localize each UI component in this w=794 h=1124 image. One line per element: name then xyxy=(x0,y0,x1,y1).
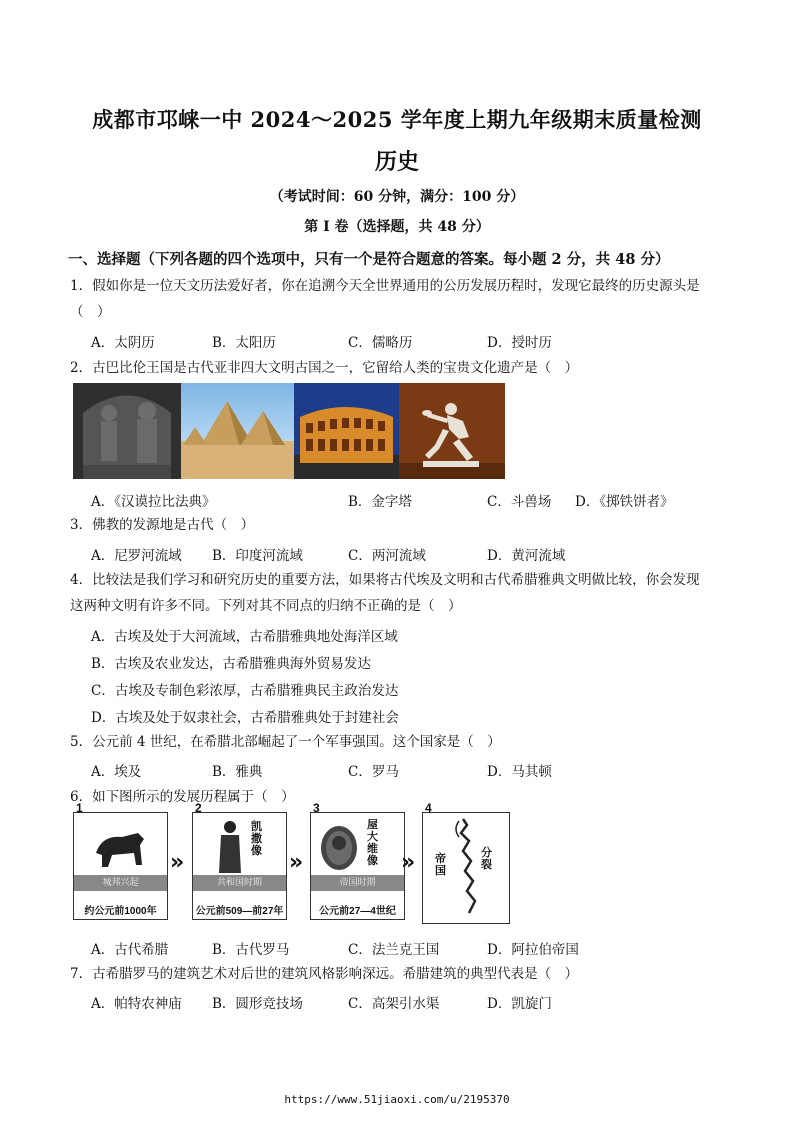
q2-option-b: B．金字塔 xyxy=(348,494,412,510)
panel-left-label: 帝国 xyxy=(435,853,446,877)
caesar-statue-icon xyxy=(215,819,245,875)
question-4-stem-cont: 这两种文明有许多不同。下列对其不同点的归纳不正确的是（ ） xyxy=(70,598,462,614)
question-5-stem: 5．公元前 4 世纪，在希腊北部崛起了一个军事强国。这个国家是（ ） xyxy=(70,734,501,750)
q5-option-d: D．马其顿 xyxy=(487,764,552,780)
pyramids-image xyxy=(181,383,294,479)
octavian-coin-icon xyxy=(319,823,359,873)
panel-caption: 公元前27—4世纪 xyxy=(319,906,396,917)
panel-band: 城邦兴起 xyxy=(74,875,167,891)
q7-option-a: A．帕特农神庙 xyxy=(91,996,182,1012)
chevron-right-icon: » xyxy=(401,850,416,875)
timeline-panel-2 xyxy=(192,801,287,920)
q4-option-a: A．古埃及处于大河流域，古希腊雅典地处海洋区域 xyxy=(91,629,398,645)
question-7-stem: 7．古希腊罗马的建筑艺术对后世的建筑风格影响深远。希腊建筑的典型代表是（ ） xyxy=(70,966,579,982)
q6-option-b: B．古代罗马 xyxy=(212,942,290,958)
panel-number: 4 xyxy=(425,801,432,815)
q7-option-d: D．凯旋门 xyxy=(487,996,552,1012)
split-map-icon xyxy=(449,817,483,917)
q2-option-c: C．斗兽场 xyxy=(487,494,552,510)
q4-option-b: B．古埃及农业发达，古希腊雅典海外贸易发达 xyxy=(91,656,371,672)
q4-option-c: C．古埃及专制色彩浓厚，古希腊雅典民主政治发达 xyxy=(91,683,399,699)
timeline-panel-1 xyxy=(73,801,168,920)
q1-option-d: D．授时历 xyxy=(487,335,552,351)
panel-vertical-label: 凯撒像 xyxy=(251,821,262,857)
question-3-stem: 3．佛教的发源地是古代（ ） xyxy=(70,517,255,533)
q5-option-b: B．雅典 xyxy=(212,764,263,780)
exam-info: （考试时间：60 分钟，满分：100 分） xyxy=(269,189,525,205)
part-title: 第 I 卷（选择题，共 48 分） xyxy=(304,219,490,235)
q7-option-c: C．高架引水渠 xyxy=(348,996,440,1012)
she-wolf-icon xyxy=(92,825,150,873)
question-1-stem: 1．假如你是一位天文历法爱好者，你在追溯今天全世界通用的公历发展历程时，发现它最终的历史源头是 xyxy=(70,278,700,294)
timeline-panel-3 xyxy=(310,801,405,920)
question-4-stem: 4．比较法是我们学习和研究历史的重要方法，如果将古代埃及文明和古代希腊雅典文明做比较，你会发现 xyxy=(70,572,700,588)
panel-caption: 约公元前1000年 xyxy=(84,906,157,917)
q4-option-d: D．古埃及处于奴隶社会，古希腊雅典处于封建社会 xyxy=(91,710,399,726)
panel-caption: 公元前509—前27年 xyxy=(195,906,284,917)
panel-band: 共和国时期 xyxy=(193,875,286,891)
q5-option-c: C．罗马 xyxy=(348,764,399,780)
q1-option-a: A．太阴历 xyxy=(91,335,155,351)
hammurabi-stele-image xyxy=(73,383,181,479)
q7-option-b: B．圆形竞技场 xyxy=(212,996,303,1012)
question-1-stem-cont: （ ） xyxy=(70,304,111,320)
q6-option-a: A．古代希腊 xyxy=(91,942,169,958)
q1-option-c: C．儒略历 xyxy=(348,335,413,351)
q1-option-b: B．太阳历 xyxy=(212,335,276,351)
panel-right-label: 分裂 xyxy=(481,847,492,871)
q2-option-d: D．《掷铁饼者》 xyxy=(575,494,674,510)
q6-option-d: D．阿拉伯帝国 xyxy=(487,942,579,958)
footer-url: https://www.51jiaoxi.com/u/2195370 xyxy=(284,1093,510,1106)
panel-number: 2 xyxy=(195,801,202,815)
colosseum-image xyxy=(294,383,399,479)
q3-option-d: D．黄河流域 xyxy=(487,548,566,564)
q3-option-a: A．尼罗河流域 xyxy=(91,548,182,564)
chevron-right-icon: » xyxy=(170,850,185,875)
discobolus-image xyxy=(399,383,505,479)
timeline-panel-4 xyxy=(422,801,510,924)
question-6-stem: 6．如下图所示的发展历程属于（ ） xyxy=(70,789,295,805)
question-2-stem: 2．古巴比伦王国是古代亚非四大文明古国之一，它留给人类的宝贵文化遗产是（ ） xyxy=(70,360,579,376)
exam-title: 成都市邛崃一中 2024～2025 学年度上期九年级期末质量检测 xyxy=(92,107,702,132)
q6-option-c: C．法兰克王国 xyxy=(348,942,440,958)
chevron-right-icon: » xyxy=(289,850,304,875)
panel-number: 3 xyxy=(313,801,320,815)
q2-option-a: A．《汉谟拉比法典》 xyxy=(91,494,216,510)
subject-title: 历史 xyxy=(374,149,419,175)
q3-option-c: C．两河流域 xyxy=(348,548,426,564)
section-heading: 一、选择题（下列各题的四个选项中，只有一个是符合题意的答案。每小题 2 分，共 48 分） xyxy=(68,251,670,268)
panel-vertical-label: 屋大维像 xyxy=(367,819,378,867)
q5-option-a: A．埃及 xyxy=(91,764,142,780)
q3-option-b: B．印度河流域 xyxy=(212,548,303,564)
panel-number: 1 xyxy=(76,801,83,815)
panel-band: 帝国时期 xyxy=(311,875,404,891)
